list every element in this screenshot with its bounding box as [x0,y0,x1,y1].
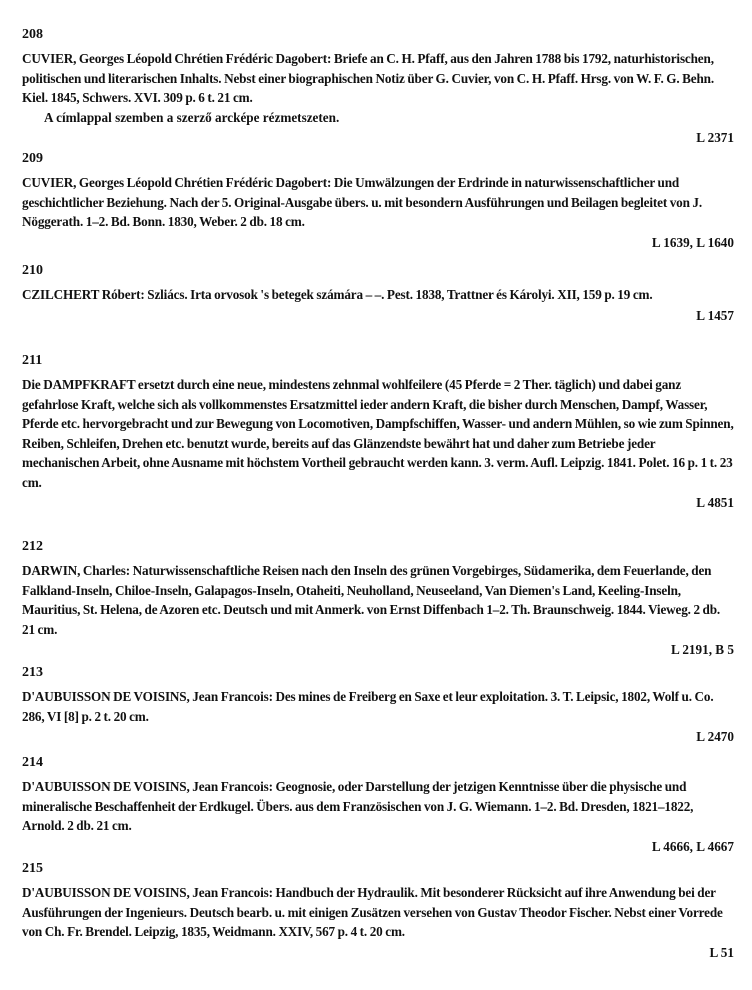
entry-number: 215 [22,861,43,876]
entry-text: , Jean Francois: Des mines de Freiberg en Saxe et leur exploitation. 3. T. Leipsic, 1802, Wolf u. Co. 286, VI [8] p. 2 t. 20 cm. [22,689,714,724]
entry-number: 211 [22,353,43,368]
entry-author: D'AUBUISSON DE VOISINS [22,885,187,900]
entry-number: 210 [22,263,43,278]
entry-number: 212 [22,539,43,554]
entry-description [22,883,734,942]
entry-author: D'AUBUISSON DE VOISINS [22,779,187,794]
catalog-entry-212 [22,538,734,664]
catalog-page [22,26,734,990]
entry-description [22,561,734,639]
entry-author: D'AUBUISSON DE VOISINS [22,689,187,704]
entry-text: , Charles: Naturwissenschaftliche Reisen nach den Inseln des grünen Vorgebirges, Südamerika, dem Feuerlande, den Falkland-Inseln, Chiloe-Inseln, Galapagos-Inseln, Otaheiti, Neuholland, Neuseeland, Van Diemen's Land, Keeling-Inseln, Mauritius, St. Helena, de Azoren etc. Deutsch und mit Anmerk. von Ernst Diffenbach 1–2. Th. Braunschweig. 1844. Vieweg. 2 db. 21 cm. [22,563,721,637]
entry-shelfmark: L 1639, L 1640 [651,234,734,250]
entry-author: CUVIER [22,51,74,66]
catalog-entry-210 [22,262,734,352]
entry-number: 209 [22,151,43,166]
entry-shelfmark: L 2191, B 5 [670,642,734,657]
entry-description [22,173,734,232]
entry-text: , Georges Léopold Chrétien Frédéric Dagobert: Die Umwälzungen der Erdrinde in naturwissenschaftlicher und geschichtlicher Beziehung. Nach der 5. Original-Ausgabe übers. u. mit besondern Ausführungen und Beilagen begleitet von J. Nöggerath. 1–2. Bd. Bonn. 1830, Weber. 2 db. 18 cm. [22,175,703,229]
entry-description [22,777,734,836]
entry-author: DARWIN [22,563,78,578]
entry-text: ersetzt durch eine neue, mindestens zehnmal wohlfeilere (45 Pferde = 2 Ther. täglich) und dabei ganz gefahrlose Kraft, welche sich als vollkommenstes Ersatzmittel ieder andern Kraft, die bisher durch Menschen, Dampf, Wasser, Pferde etc. hervorgebracht und zur Bewegung von Locomotiven, Dampfschiffen, Wasser- und andern Mühlen, so wie zum Spinnen, Reiben, Schleifen, Drehen etc. benutzt wurde, bereits auf das Glänzendste bewährt hat und daher zum Betriebe jeder mechanischen Arbeit, ohne Ausname mit höchstem Vortheil gebraucht werden kann. 3. verm. Aufl. Leipzig. 1841. Polet. 16 p. 1 t. 23 cm. [22,377,734,490]
entry-description [22,285,734,305]
catalog-entry-211 [22,352,734,538]
entry-text: , Georges Léopold Chrétien Frédéric Dagobert: Briefe an C. H. Pfaff, aus den Jahren 1788 bis 1792, naturhistorischen, politischen und literarischen Inhalts. Nebst einer biographischen Notiz über G. Cuvier, von C. H. Pfaff. Hrsg. von W. F. G. Behn. Kiel. 1845, Schwers. XVI. 309 p. 6 t. 21 cm. [22,51,714,105]
entry-text: Róbert: Szliács. Irta orvosok 's betegek számára – –. Pest. 1838, Trattner és Károlyi. XII, 159 p. 19 cm. [99,287,653,302]
catalog-entry-208 [22,26,734,150]
entry-shelfmark: L 2470 [696,729,734,744]
catalog-entry-213 [22,664,734,754]
entry-note: A címlappal szemben a szerző arcképe rézmetszeten. [44,109,340,125]
entry-author: CUVIER [22,175,74,190]
entry-shelfmark: L 51 [709,944,734,960]
entry-shelfmark: L 1457 [696,307,734,323]
entry-description [22,49,734,108]
catalog-entry-214 [22,754,734,860]
entry-number: 214 [22,755,43,770]
entry-text: , Jean Francois: Handbuch der Hydraulik. Mit besonderer Rücksicht auf ihre Anwendung bei der Ausführungen der Ingenieurs. Deutsch bearb. u. mit einigen Zusätzen versehen von Gustav Theodor Fischer. Nebst einer Vorrede von Ch. Fr. Brendel. Leipzig, 1835, Weidmann. XXIV, 567 p. 4 t. 20 cm. [22,885,723,939]
catalog-entry-215 [22,860,734,990]
entry-author: CZILCHERT [22,287,100,302]
entry-shelfmark: L 2371 [696,130,734,145]
entry-number: 208 [22,27,43,42]
entry-description [22,375,734,492]
entry-author: Die DAMPFKRAFT [22,377,136,392]
entry-shelfmark: L 4851 [696,495,734,510]
entry-shelfmark: L 4666, L 4667 [651,838,734,854]
entry-number: 213 [22,665,43,680]
catalog-entry-209 [22,150,734,262]
entry-description [22,687,734,726]
entry-text: , Jean Francois: Geognosie, oder Darstellung der jetzigen Kenntnisse über die physische und mineralische Beschaffenheit der Erdkugel. Übers. aus dem Französischen von J. G. Wiemann. 1–2. Bd. Dresden, 1821–1822, Arnold. 2 db. 21 cm. [22,779,694,833]
